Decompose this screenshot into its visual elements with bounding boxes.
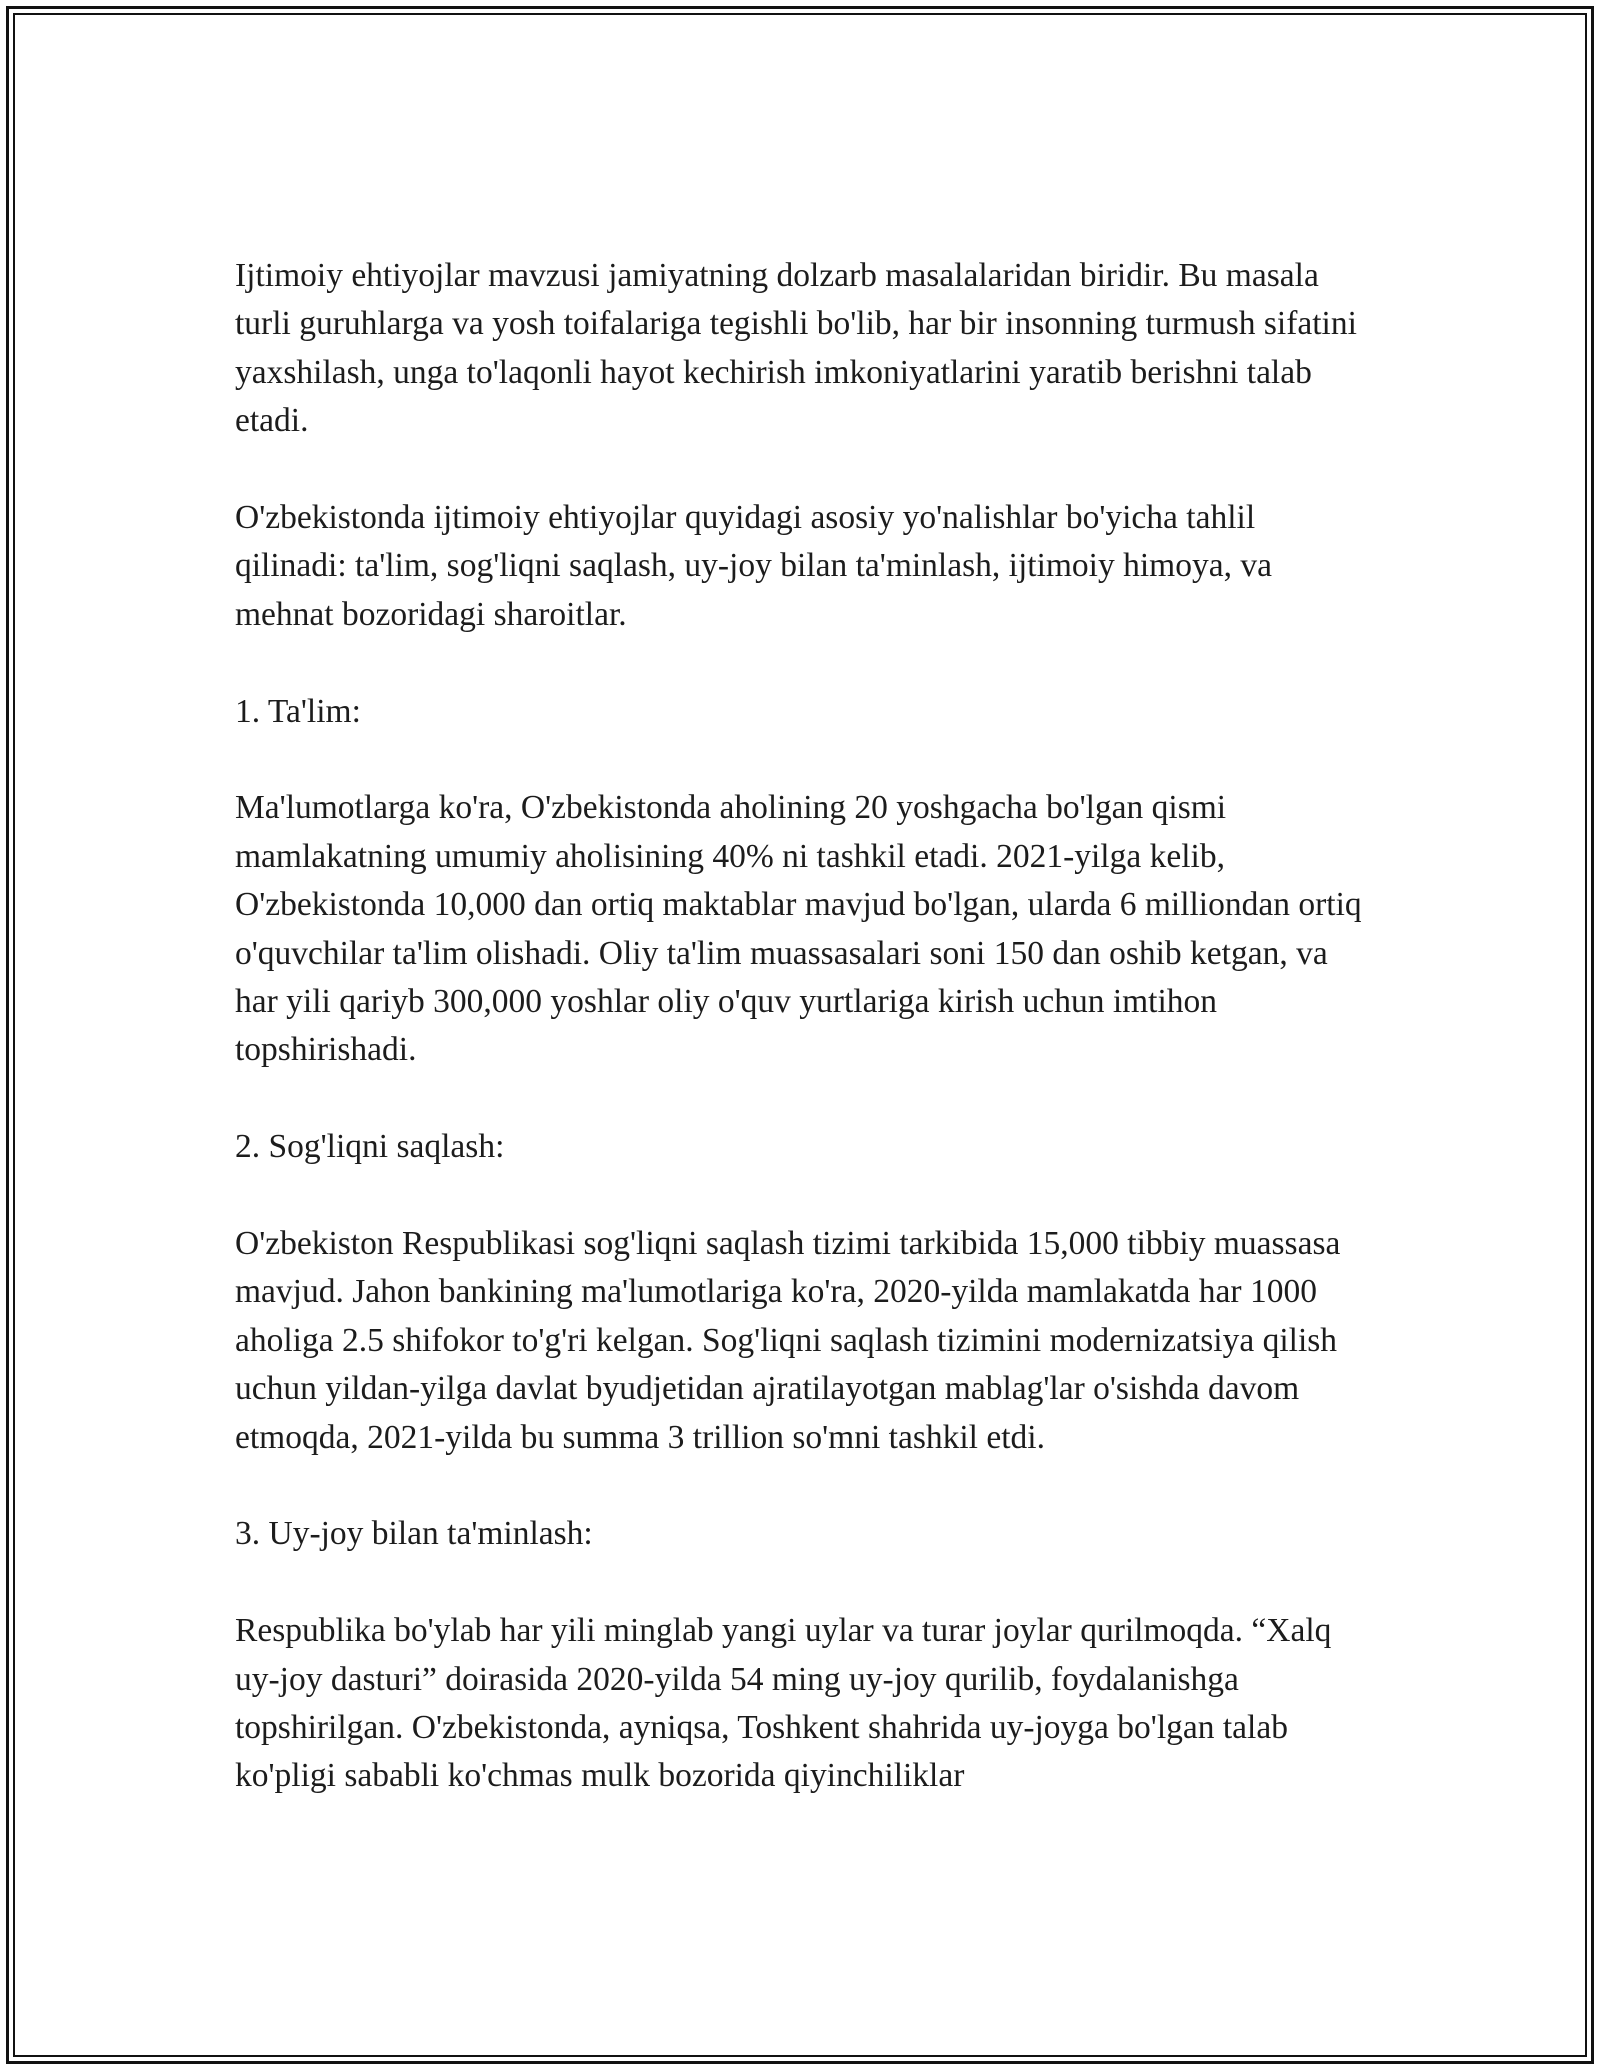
section-body-housing: Respublika bo'ylab har yili minglab yangi uylar va turar joylar qurilmoqda. “Xalq uy-joy dasturi” doirasida 2020-yilda 54 ming uy-joy qurilib, foydalanishga topshirilgan. O'zbekistonda, ayniqsa, Toshkent shahrida uy-joyga bo'lgan talab ko'pligi sababli ko'chmas mulk bozorida qiyinchiliklar [235,1612,1332,1795]
intro-paragraph: Ijtimoiy ehtiyojlar mavzusi jamiyatning dolzarb masalalaridan biridir. Bu masala turli guruhlarga va yosh toifalariga tegishli bo'lib, har bir insonning turmush sifatini yaxshilash, unga to'laqonli hayot kechirish imkoniyatlarini yaratib berishni talab etadi. [235,257,1357,440]
section-heading-healthcare: 2. Sog'liqni saqlash: [235,1128,505,1166]
section-heading-housing: 3. Uy-joy bilan ta'minlash: [235,1515,593,1553]
section-heading-education: 1. Ta'lim: [235,692,361,730]
document-body [235,252,1365,1801]
overview-paragraph: O'zbekistonda ijtimoiy ehtiyojlar quyidagi asosiy yo'nalishlar bo'yicha tahlil qilinadi: ta'lim, sog'liqni saqlash, uy-joy bilan ta'minlash, ijtimoiy himoya, va mehnat bozoridagi sharoitlar. [235,499,1272,633]
section-body-education: Ma'lumotlarga ko'ra, O'zbekistonda aholining 20 yoshgacha bo'lgan qismi mamlakatning umumiy aholisining 40% ni tashkil etadi. 2021-yilga kelib, O'zbekistonda 10,000 dan ortiq maktablar mavjud bo'lgan, ularda 6 milliondan ortiq o'quvchilar ta'lim olishadi. Oliy ta'lim muassasalari soni 150 dan oshib ketgan, va har yili qariyb 300,000 yoshlar oliy o'quv yurtlariga kirish uchun imtihon topshirishadi. [235,789,1362,1069]
section-body-healthcare: O'zbekiston Respublikasi sog'liqni saqlash tizimi tarkibida 15,000 tibbiy muassasa mavjud. Jahon bankining ma'lumotlariga ko'ra, 2020-yilda mamlakatda har 1000 aholiga 2.5 shifokor to'g'ri kelgan. Sog'liqni saqlash tizimini modernizatsiya qilish uchun yildan-yilga davlat byudjetidan ajratilayotgan mablag'lar o'sishda davom etmoqda, 2021-yilda bu summa 3 trillion so'mni tashkil etdi. [235,1225,1341,1456]
